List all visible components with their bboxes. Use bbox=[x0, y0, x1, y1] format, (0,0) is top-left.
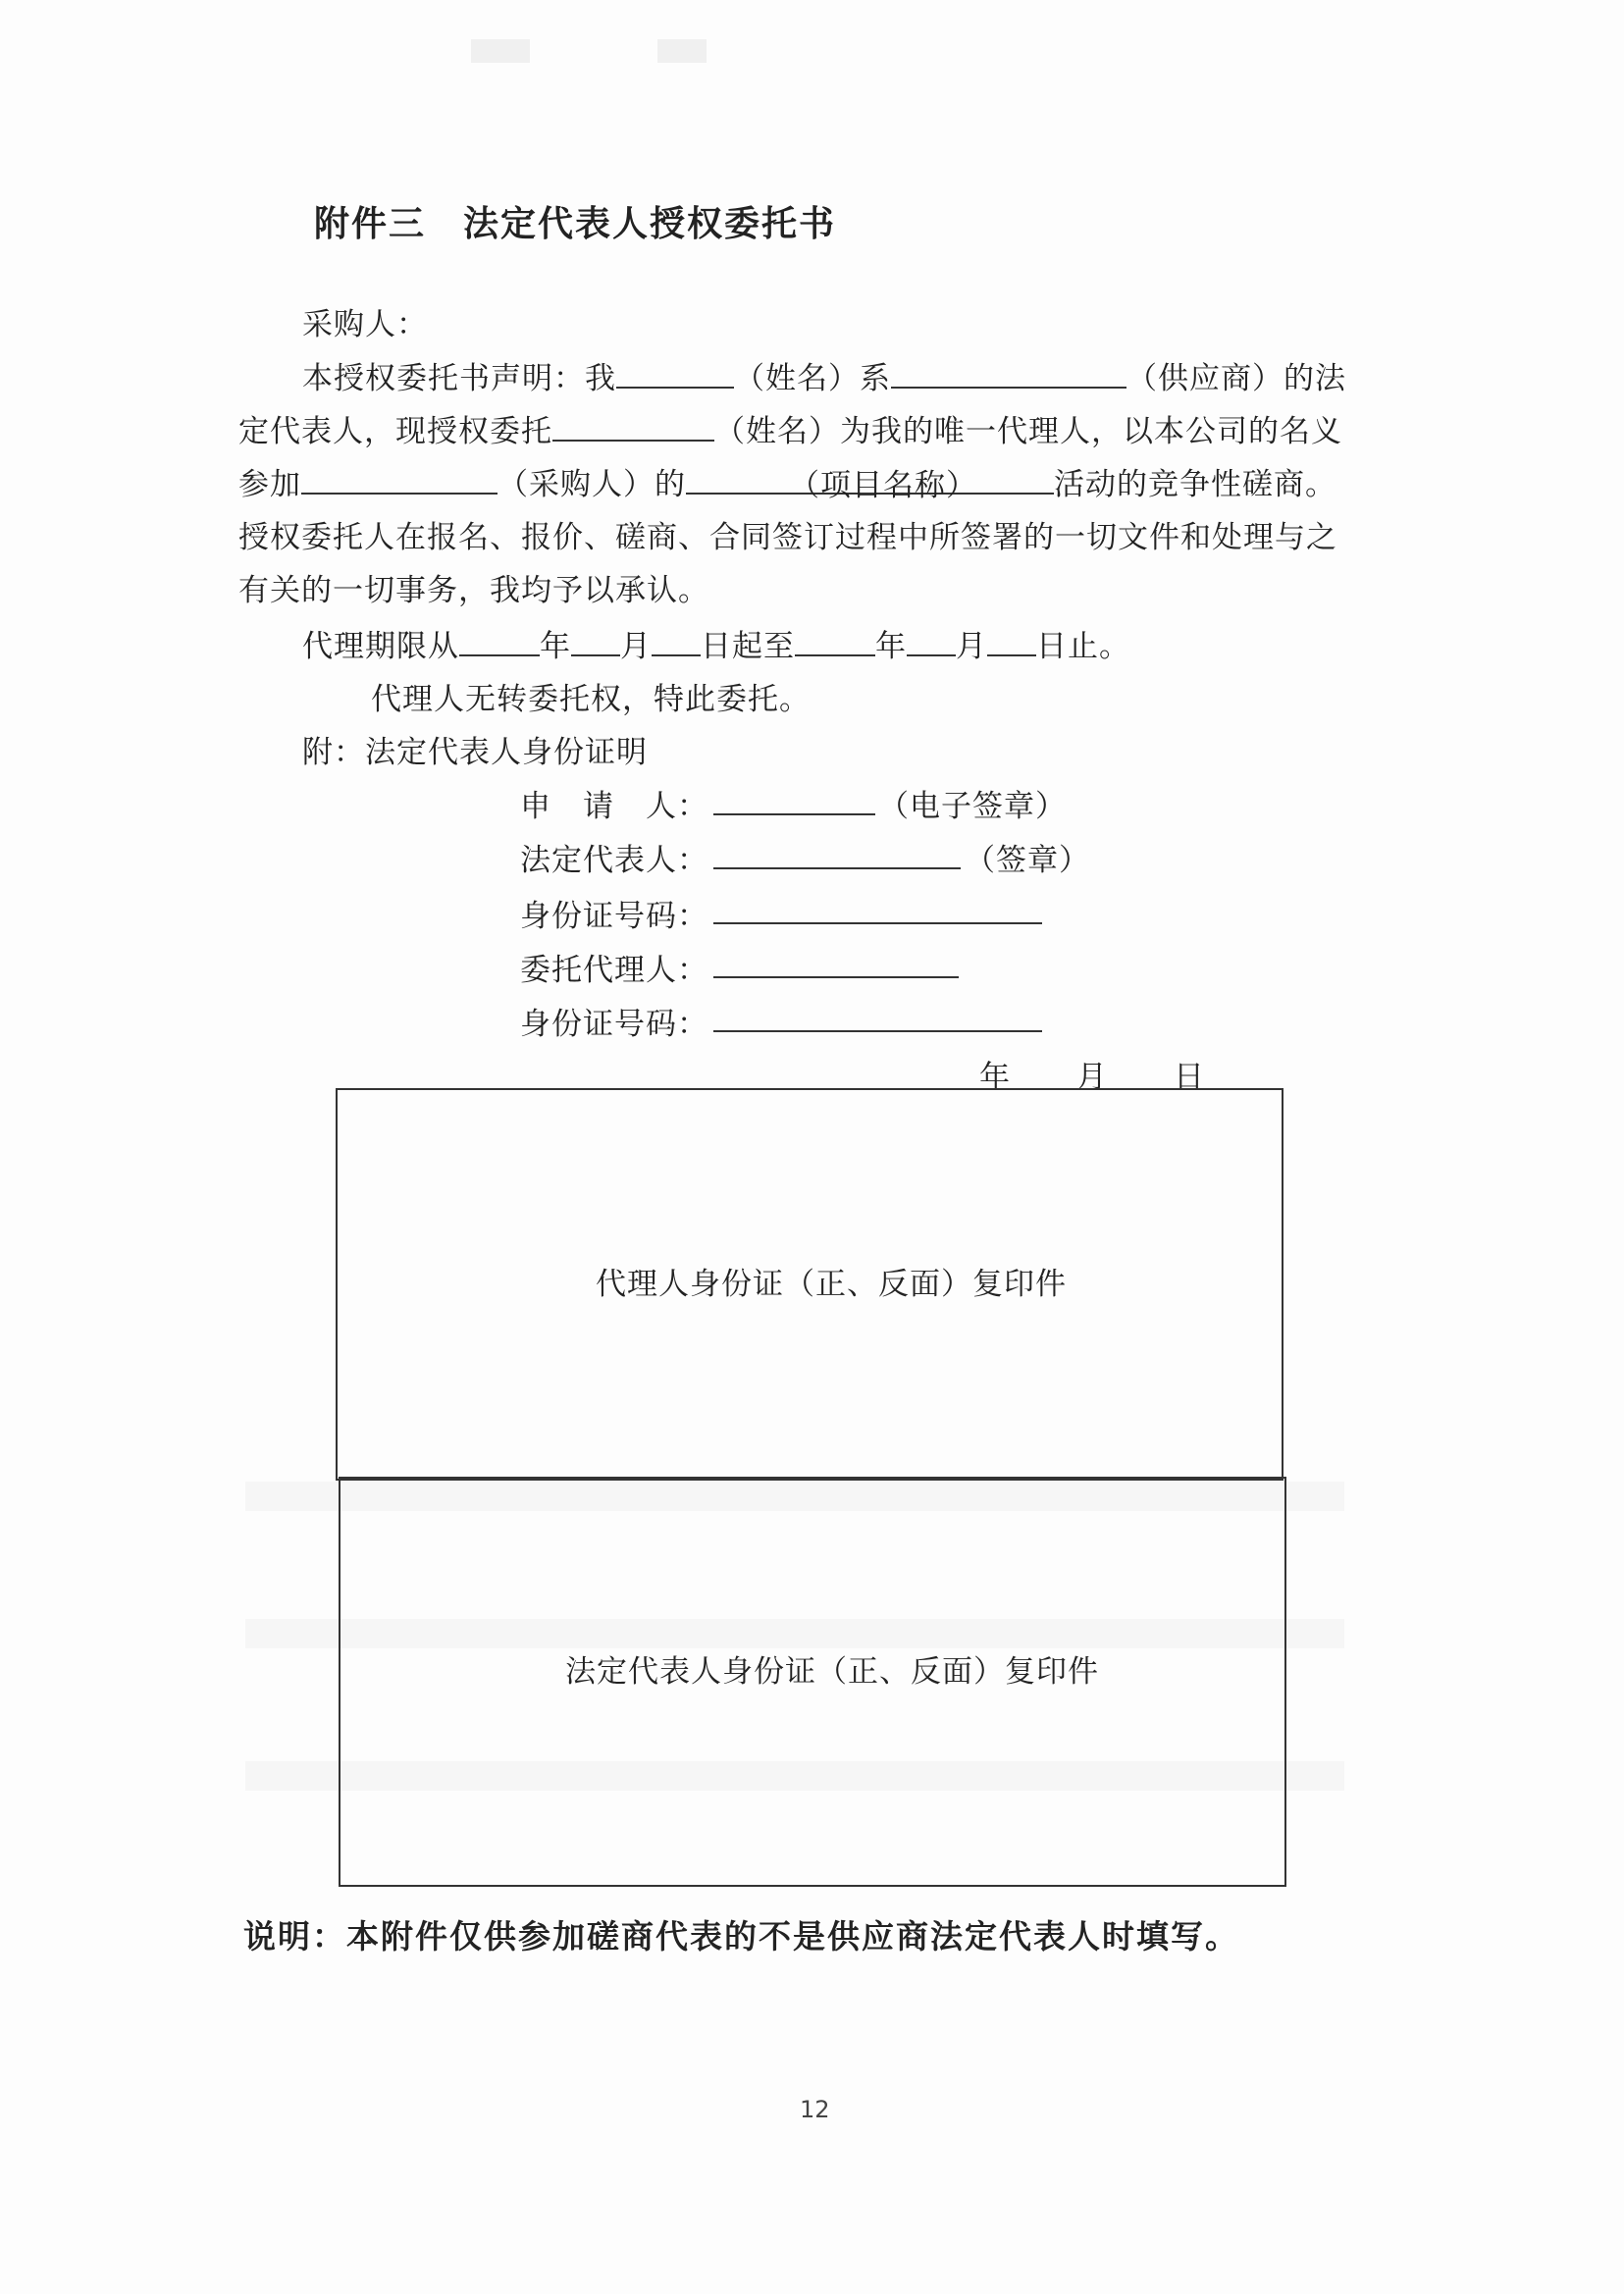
text: （姓名）为我的唯一代理人，以本公司的名义 bbox=[714, 414, 1342, 449]
id-number-label-2: 身份证号码： bbox=[520, 1007, 708, 1042]
name-blank[interactable] bbox=[616, 354, 734, 389]
text: （供应商）的法 bbox=[1126, 361, 1346, 396]
legal-rep-label: 法定代表人： bbox=[520, 843, 708, 878]
text: 年 bbox=[875, 629, 907, 664]
date-year: 年 bbox=[979, 1060, 1011, 1095]
show-through-smudge bbox=[657, 39, 707, 63]
declaration-line-1 bbox=[302, 353, 1346, 397]
usage-note: 说明：本附件仅供参加磋商代表的不是供应商法定代表人时填写。 bbox=[243, 1917, 1239, 1955]
recipient-line: 采购人： bbox=[302, 307, 428, 342]
supplier-blank[interactable] bbox=[891, 354, 1126, 389]
id-number-label-1: 身份证号码： bbox=[520, 899, 708, 934]
agent-id-copy-label: 代理人身份证（正、反面）复印件 bbox=[596, 1267, 1067, 1302]
agent-signature-line[interactable] bbox=[713, 976, 959, 978]
text: 月 bbox=[956, 629, 987, 664]
start-month-blank[interactable] bbox=[571, 622, 620, 656]
end-year-blank[interactable] bbox=[795, 622, 875, 656]
text: 活动的竞争性磋商。 bbox=[1054, 467, 1336, 502]
text: （姓名）系 bbox=[734, 361, 891, 396]
purchaser-blank[interactable] bbox=[301, 460, 498, 495]
text: 参加 bbox=[238, 467, 301, 502]
start-day-blank[interactable] bbox=[652, 622, 701, 656]
no-subdelegation-line: 代理人无转委托权，特此委托。 bbox=[371, 682, 811, 717]
legal-rep-signature-line[interactable] bbox=[713, 867, 961, 869]
attachment-line: 附：法定代表人身份证明 bbox=[302, 735, 648, 770]
text: 月 bbox=[620, 629, 652, 664]
agent-name-blank[interactable] bbox=[552, 407, 714, 442]
declaration-line-4: 授权委托人在报名、报价、磋商、合同签订过程中所签署的一切文件和处理与之 bbox=[238, 520, 1337, 555]
text: 代理期限从 bbox=[302, 629, 459, 664]
legal-rep-suffix: （签章） bbox=[965, 843, 1090, 878]
project-name-blank[interactable] bbox=[686, 460, 1054, 504]
text: 年 bbox=[540, 629, 571, 664]
show-through-smudge bbox=[471, 39, 530, 63]
text: （采购人）的 bbox=[498, 467, 686, 502]
date-day: 日 bbox=[1174, 1060, 1205, 1095]
id-number-line-2[interactable] bbox=[713, 1030, 1042, 1032]
declaration-line-5: 有关的一切事务，我均予以承认。 bbox=[238, 573, 709, 608]
end-month-blank[interactable] bbox=[907, 622, 956, 656]
declaration-line-3 bbox=[238, 459, 1336, 503]
text: 日起至 bbox=[701, 629, 795, 664]
page-number: 12 bbox=[800, 2096, 830, 2123]
declaration-line-2 bbox=[238, 406, 1342, 450]
id-number-line-1[interactable] bbox=[713, 922, 1042, 924]
applicant-label: 申 请 人： bbox=[520, 789, 708, 824]
date-month: 月 bbox=[1076, 1060, 1108, 1095]
start-year-blank[interactable] bbox=[459, 622, 540, 656]
text: 定代表人，现授权委托 bbox=[238, 414, 552, 449]
end-day-blank[interactable] bbox=[987, 622, 1036, 656]
text: 本授权委托书声明：我 bbox=[302, 361, 616, 396]
term-line bbox=[302, 621, 1130, 665]
legal-rep-id-copy-label: 法定代表人身份证（正、反面）复印件 bbox=[565, 1654, 1099, 1690]
text: 日止。 bbox=[1036, 629, 1130, 664]
agent-label: 委托代理人： bbox=[520, 953, 708, 988]
page-title: 附件三 法定代表人授权委托书 bbox=[314, 204, 837, 244]
applicant-signature-line[interactable] bbox=[713, 813, 875, 815]
applicant-suffix: （电子签章） bbox=[878, 789, 1067, 824]
project-name-hint: （项目名称） bbox=[789, 468, 977, 504]
